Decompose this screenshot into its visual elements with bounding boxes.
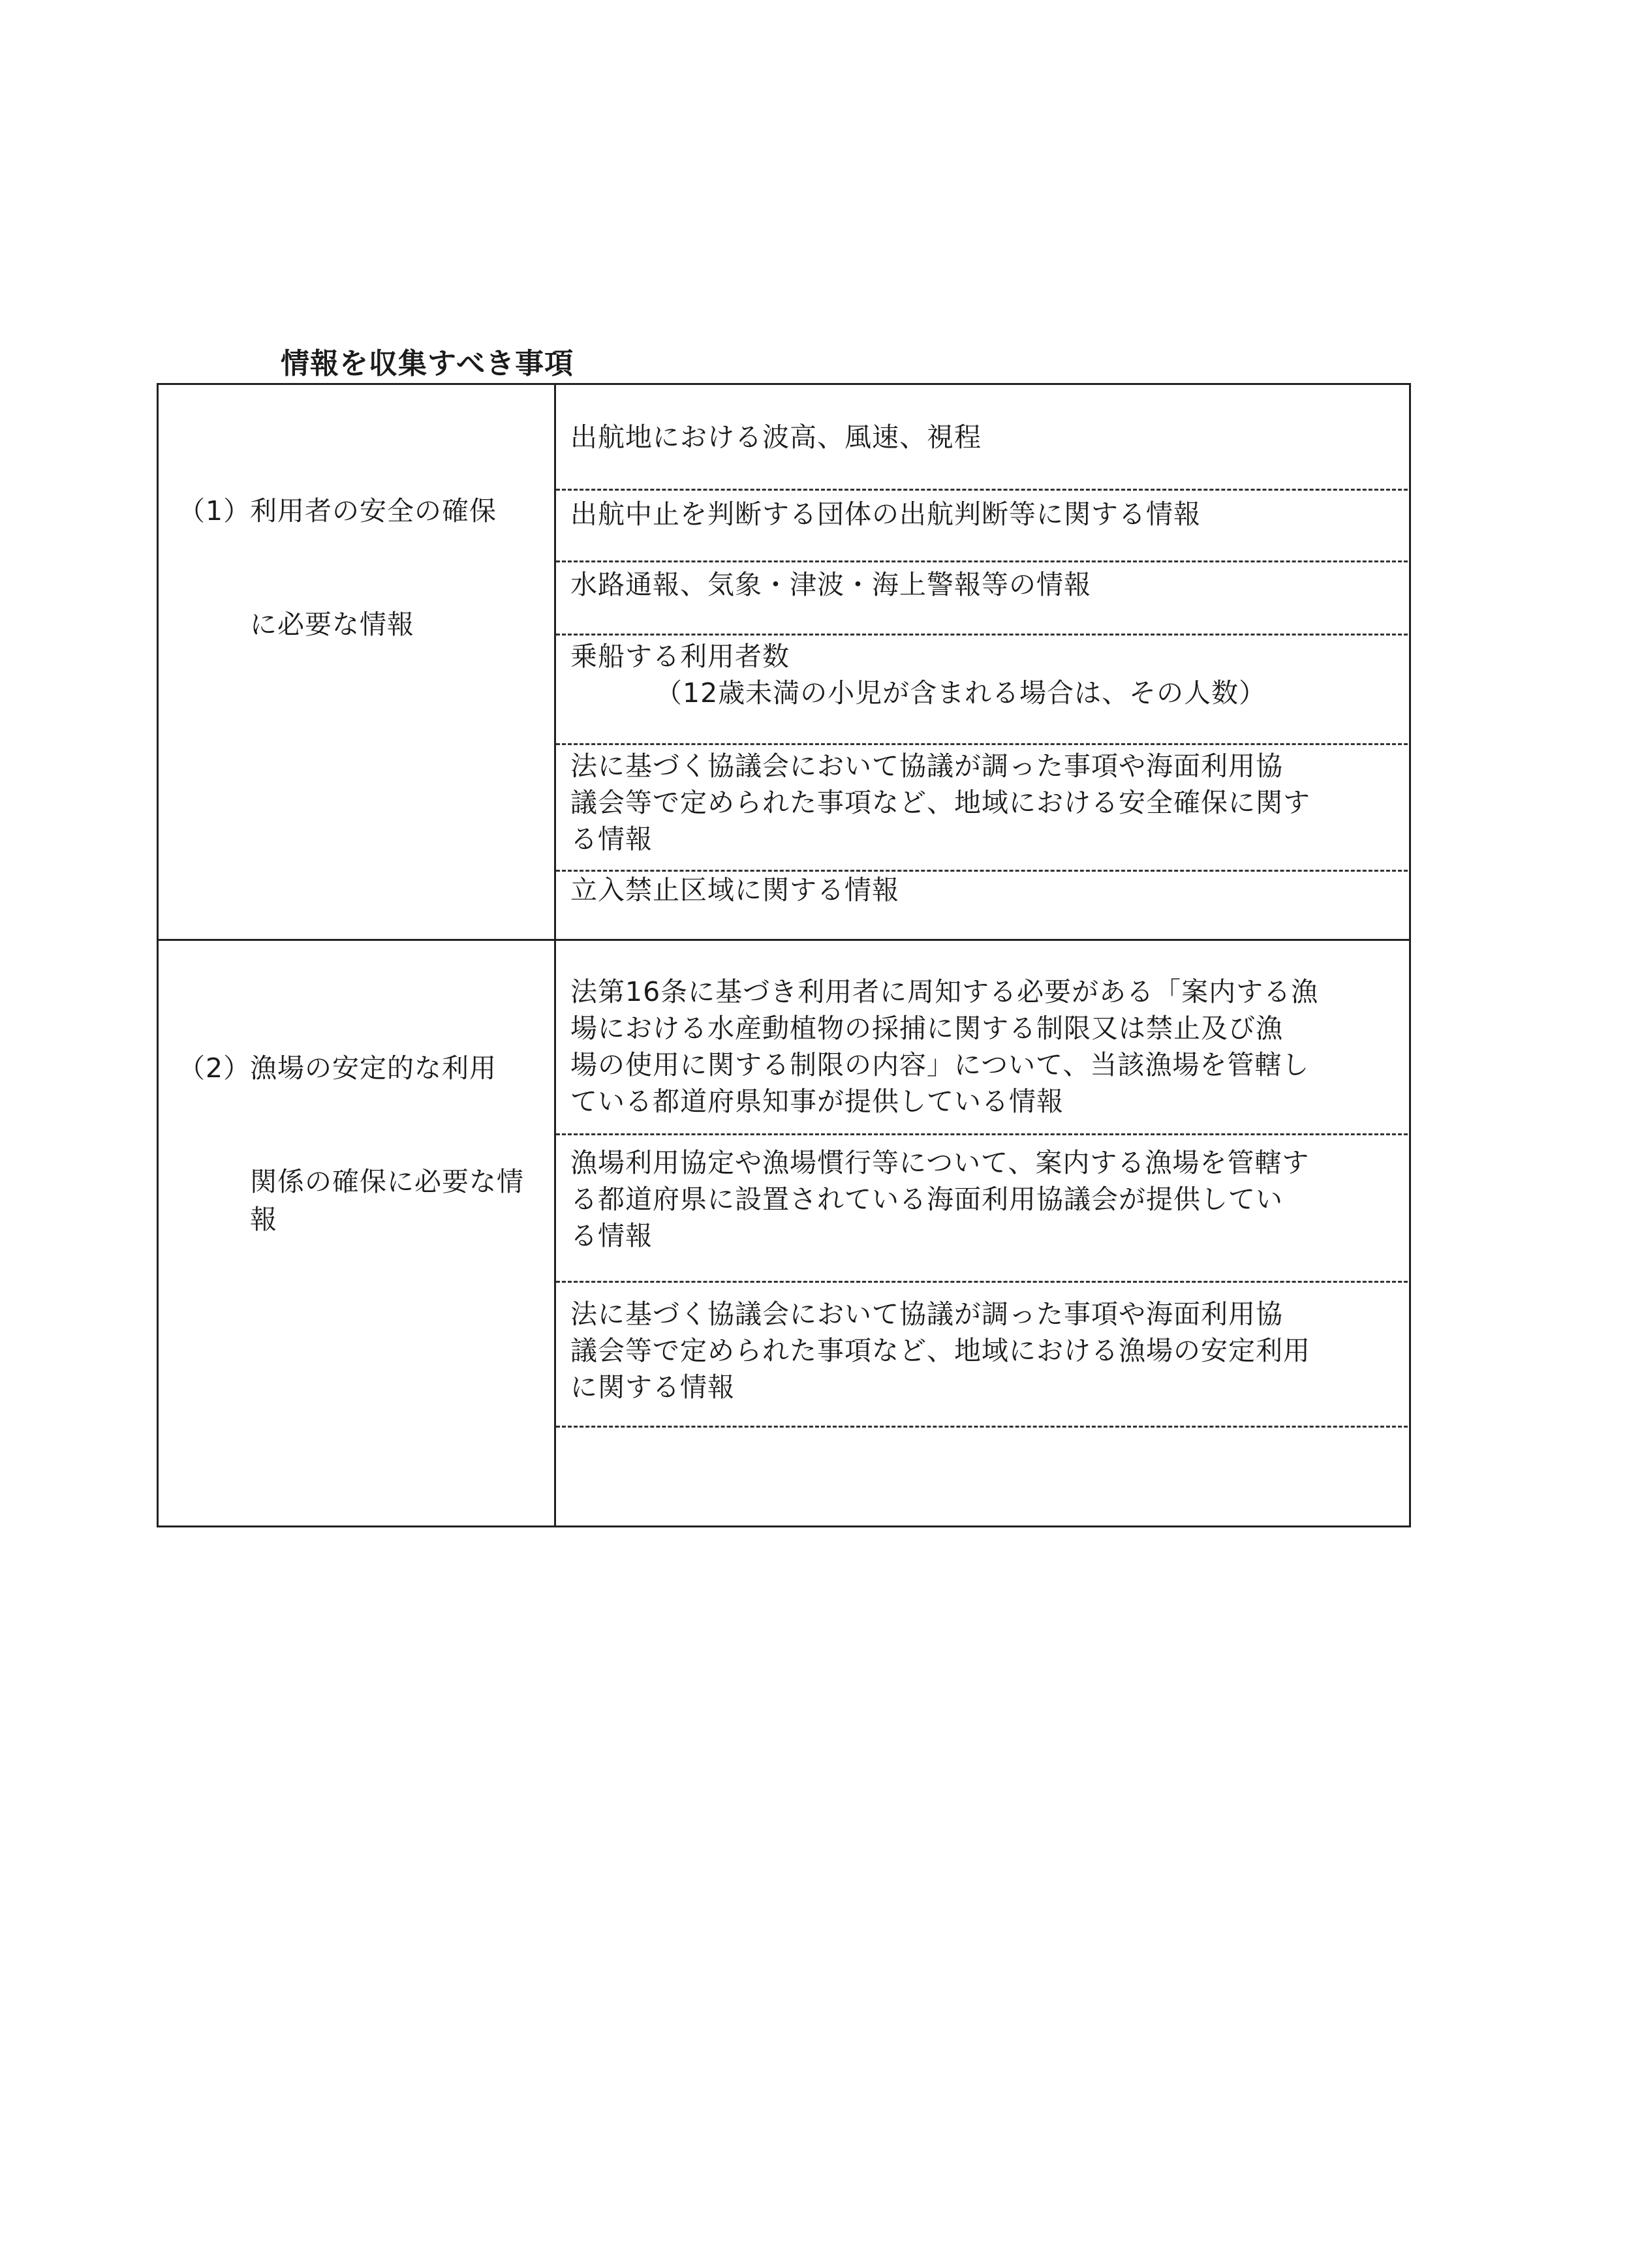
info-item-text: 乗船する利用者数 bbox=[570, 641, 790, 672]
info-item bbox=[556, 973, 1408, 1135]
category-label-line: 漁場の安定的な利用 bbox=[250, 1052, 497, 1084]
category-label-line: 利用者の安全の確保 bbox=[250, 495, 497, 527]
table-section-fishing-ground bbox=[159, 941, 1409, 1525]
info-item bbox=[556, 562, 1408, 636]
category-number: （1） bbox=[178, 495, 251, 527]
table-section-safety bbox=[159, 385, 1409, 941]
category-label-rest: に必要な情報 bbox=[250, 609, 414, 640]
category-number: （2） bbox=[178, 1052, 251, 1084]
info-item-note: （12歳未満の小児が含まれる場合は、その人数） bbox=[655, 677, 1267, 709]
info-item-text: 出航地における波高、風速、視程 bbox=[570, 421, 982, 453]
info-table bbox=[157, 383, 1411, 1527]
info-item-text: 法に基づく協議会において協議が調った事項や海面利用協 議会等で定められた事項など、地域における漁場の安定利用 に関する情報 bbox=[570, 1298, 1310, 1403]
info-item-text: 法に基づく協議会において協議が調った事項や海面利用協 議会等で定められた事項など、地域における安全確保に関す る情報 bbox=[570, 750, 1310, 855]
info-item bbox=[556, 419, 1408, 491]
info-item bbox=[556, 1283, 1408, 1428]
info-item bbox=[556, 872, 1408, 924]
info-item-text: 水路通報、気象・津波・海上警報等の情報 bbox=[570, 569, 1091, 600]
info-item-text: 出航中止を判断する団体の出航判断等に関する情報 bbox=[570, 498, 1201, 530]
info-item bbox=[556, 745, 1408, 872]
page-title: 情報を収集すべき事項 bbox=[281, 347, 574, 380]
category-label-rest: 関係の確保に必要な情 報 bbox=[250, 1166, 524, 1235]
info-item-text: 法第16条に基づき利用者に周知する必要がある「案内する漁 場における水産動植物の採捕に関する制限又は禁止及び漁 場の使用に関する制限の内容」について、当該漁場を管轄し ている都道府県知事が提供している情報 bbox=[570, 976, 1319, 1117]
category-label-safety bbox=[178, 416, 544, 719]
info-item-text: 立入禁止区域に関する情報 bbox=[570, 874, 899, 906]
info-item bbox=[556, 1135, 1408, 1283]
info-item bbox=[556, 636, 1408, 745]
info-item-text: 漁場利用協定や漁場慣行等について、案内する漁場を管轄す る都道府県に設置されている海面利用協議会が提供してい る情報 bbox=[570, 1147, 1310, 1251]
category-label-fishing-ground bbox=[178, 973, 544, 1314]
info-item bbox=[556, 491, 1408, 562]
